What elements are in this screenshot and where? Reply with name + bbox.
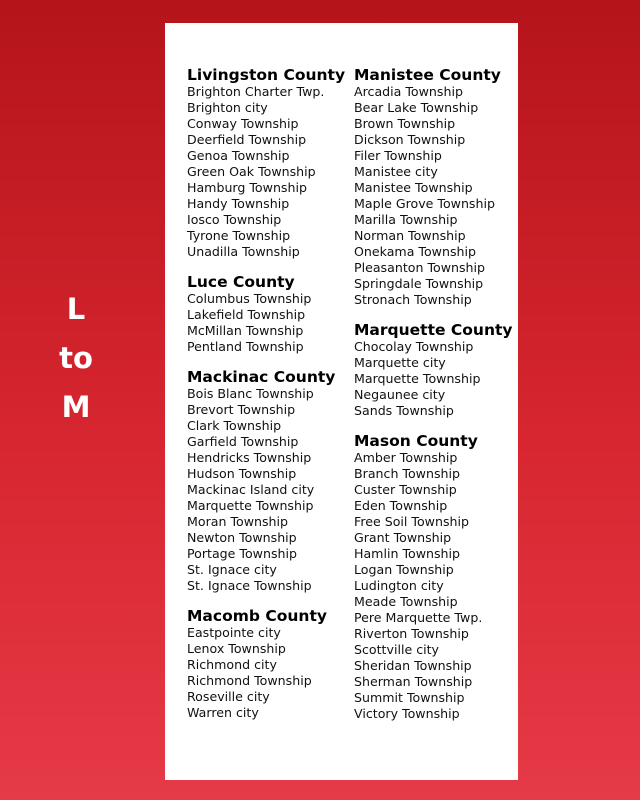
place-item: Iosco Township xyxy=(187,212,282,227)
place-item: Amber Township xyxy=(354,450,458,465)
place-item: St. Ignace Township xyxy=(187,578,312,593)
county-block xyxy=(187,66,345,260)
place-item: Ludington city xyxy=(354,578,444,593)
place-item: Stronach Township xyxy=(354,292,472,307)
place-item: Bois Blanc Township xyxy=(187,386,314,401)
county-name: Manistee County xyxy=(354,66,501,84)
place-item: Negaunee city xyxy=(354,387,446,402)
place-item: McMillan Township xyxy=(187,323,304,338)
place-item: Marilla Township xyxy=(354,212,458,227)
place-item: Springdale Township xyxy=(354,276,484,291)
place-item: Richmond Township xyxy=(187,673,312,688)
place-item: Unadilla Township xyxy=(187,244,300,259)
county-name: Mackinac County xyxy=(187,368,336,386)
place-item: Brighton city xyxy=(187,100,268,115)
county-list-card xyxy=(165,23,518,780)
place-item: Marquette Township xyxy=(354,371,481,386)
place-item: Norman Township xyxy=(354,228,466,243)
county-block xyxy=(187,368,345,594)
county-name: Macomb County xyxy=(187,607,327,625)
place-item: Brevort Township xyxy=(187,402,296,417)
place-item: Marquette city xyxy=(354,355,446,370)
place-item: Richmond city xyxy=(187,657,277,672)
county-block xyxy=(187,273,345,355)
place-item: Pere Marquette Twp. xyxy=(354,610,483,625)
place-item: Newton Township xyxy=(187,530,297,545)
place-item: Branch Township xyxy=(354,466,461,481)
place-item: Logan Township xyxy=(354,562,454,577)
place-item: Garfield Township xyxy=(187,434,299,449)
place-item: Deerfield Township xyxy=(187,132,307,147)
county-name: Mason County xyxy=(354,432,478,450)
place-item: Clark Township xyxy=(187,418,282,433)
place-item: Bear Lake Township xyxy=(354,100,479,115)
place-item: Manistee Township xyxy=(354,180,473,195)
place-item: Mackinac Island city xyxy=(187,482,315,497)
place-item: St. Ignace city xyxy=(187,562,277,577)
place-item: Summit Township xyxy=(354,690,465,705)
side-label-line-3: M xyxy=(61,390,91,424)
place-item: Conway Township xyxy=(187,116,299,131)
place-item: Moran Township xyxy=(187,514,289,529)
place-item: Dickson Township xyxy=(354,132,466,147)
place-item: Lenox Township xyxy=(187,641,286,656)
place-item: Lakefield Township xyxy=(187,307,306,322)
place-item: Sherman Township xyxy=(354,674,473,689)
place-item: Sheridan Township xyxy=(354,658,472,673)
place-item: Onekama Township xyxy=(354,244,476,259)
place-item: Pleasanton Township xyxy=(354,260,486,275)
place-item: Eastpointe city xyxy=(187,625,281,640)
place-item: Pentland Township xyxy=(187,339,304,354)
place-item: Grant Township xyxy=(354,530,452,545)
place-item: Filer Township xyxy=(354,148,442,163)
place-item: Hamburg Township xyxy=(187,180,307,195)
place-item: Riverton Township xyxy=(354,626,469,641)
side-label xyxy=(40,285,112,432)
county-block xyxy=(354,321,513,419)
place-item: Genoa Township xyxy=(187,148,290,163)
place-item: Warren city xyxy=(187,705,259,720)
place-item: Green Oak Township xyxy=(187,164,316,179)
place-item: Manistee city xyxy=(354,164,438,179)
place-item: Custer Township xyxy=(354,482,457,497)
side-label-line-1: L xyxy=(66,292,86,326)
place-item: Victory Township xyxy=(354,706,460,721)
place-item: Scottville city xyxy=(354,642,440,657)
place-item: Marquette Township xyxy=(187,498,314,513)
place-item: Columbus Township xyxy=(187,291,312,306)
place-item: Hendricks Township xyxy=(187,450,312,465)
place-item: Brighton Charter Twp. xyxy=(187,84,325,99)
county-block xyxy=(354,432,513,722)
place-item: Brown Township xyxy=(354,116,456,131)
column-right xyxy=(354,66,513,735)
county-name: Luce County xyxy=(187,273,295,291)
county-name: Marquette County xyxy=(354,321,513,339)
county-block xyxy=(187,607,345,721)
place-item: Tyrone Township xyxy=(187,228,291,243)
place-item: Hudson Township xyxy=(187,466,297,481)
column-left xyxy=(187,66,345,734)
county-block xyxy=(354,66,513,308)
place-item: Maple Grove Township xyxy=(354,196,495,211)
place-item: Free Soil Township xyxy=(354,514,470,529)
place-item: Hamlin Township xyxy=(354,546,461,561)
place-item: Handy Township xyxy=(187,196,290,211)
place-item: Meade Township xyxy=(354,594,458,609)
place-item: Roseville city xyxy=(187,689,270,704)
place-item: Portage Township xyxy=(187,546,298,561)
place-item: Chocolay Township xyxy=(354,339,474,354)
side-label-line-2: to xyxy=(59,341,93,375)
county-name: Livingston County xyxy=(187,66,346,84)
place-item: Eden Township xyxy=(354,498,448,513)
place-item: Sands Township xyxy=(354,403,454,418)
place-item: Arcadia Township xyxy=(354,84,463,99)
